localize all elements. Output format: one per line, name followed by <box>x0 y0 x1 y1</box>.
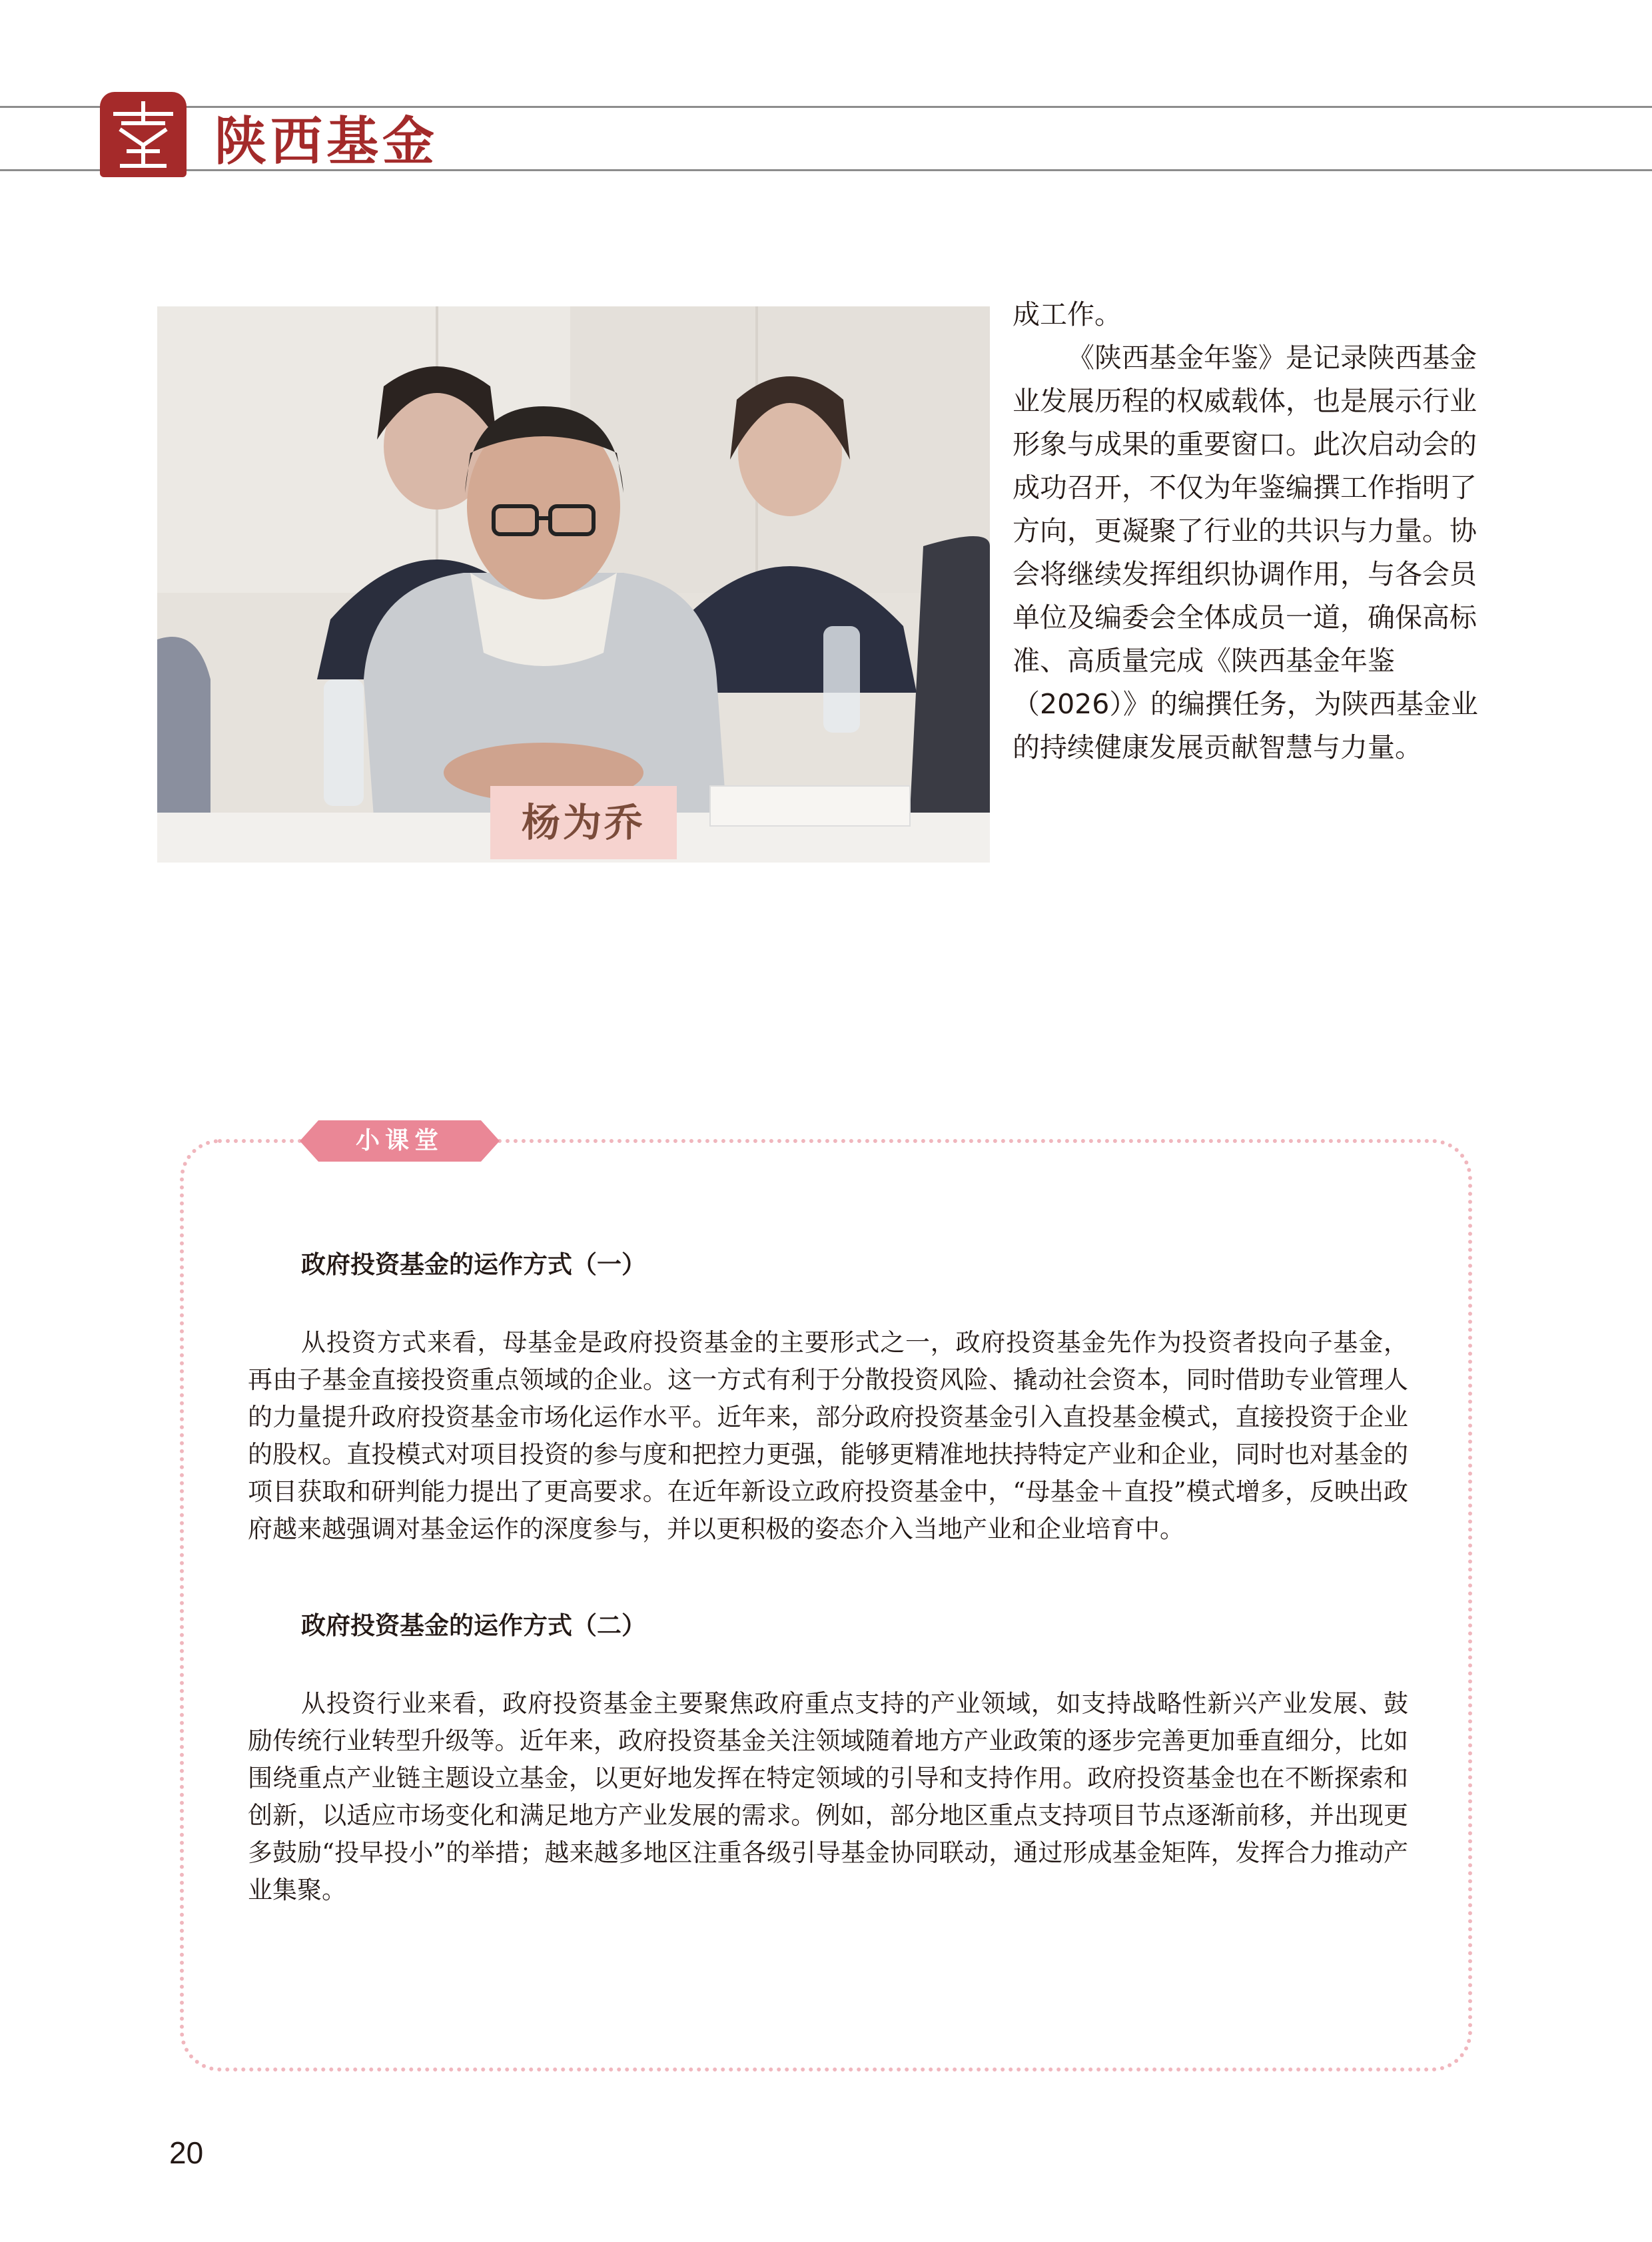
section2-body: 从投资行业来看，政府投资基金主要聚焦政府重点支持的产业领域，如支持战略性新兴产业发展、鼓励传统行业转型升级等。近年来，政府投资基金关注领域随着地方产业政策的逐步完善更加垂直细分，比如围绕重点产业链主题设立基金，以更好地发挥在特定领域的引导和支持作用。政府投资基金也在不断探索和创新，以适应市场变化和满足地方产业发展的需求。例如，部分地区重点支持项目节点逐渐前移，并出现更多鼓励“投早投小”的举措；越来越多地区注重各级引导基金协同联动，通过形成基金矩阵，发挥合力推动产业集聚。 <box>248 1689 1408 1904</box>
nameplate: 杨为乔 <box>490 786 677 859</box>
article-continuation: 成工作。 <box>1013 298 1122 330</box>
section1-title: 政府投资基金的运作方式（一） <box>301 1250 646 1279</box>
lesson-tag <box>300 1120 500 1162</box>
section2-title: 政府投资基金的运作方式（二） <box>301 1611 646 1640</box>
article-column <box>1013 293 1499 769</box>
page-number: 20 <box>169 2135 204 2170</box>
lesson-content <box>248 1246 1408 1909</box>
logo-emblem-icon <box>100 92 187 177</box>
header-title: 陕西基金 <box>214 111 439 172</box>
lesson-tag-label: 小课堂 <box>355 1127 444 1154</box>
meeting-photo <box>157 306 990 863</box>
article-paragraph: 《陕西基金年鉴》是记录陕西基金业发展历程的权威载体，也是展示行业形象与成果的重要窗口。此次启动会的成功召开，不仅为年鉴编撰工作指明了方向，更凝聚了行业的共识与力量。协会将继续发挥组织协调作用，与各会员单位及编委会全体成员一道，确保高标准、高质量完成《陕西基金年鉴（2026）》的编撰任务，为陕西基金业的持续健康发展贡献智慧与力量。 <box>1013 342 1478 763</box>
section1-body: 从投资方式来看，母基金是政府投资基金的主要形式之一，政府投资基金先作为投资者投向子基金，再由子基金直接投资重点领域的企业。这一方式有利于分散投资风险、撬动社会资本，同时借助专业管理人的力量提升政府投资基金市场化运作水平。近年来，部分政府投资基金引入直投基金模式，直接投资于企业的股权。直投模式对项目投资的参与度和把控力更强，能够更精准地扶持特定产业和企业，同时也对基金的项目获取和研判能力提出了更高要求。在近年新设立政府投资基金中，“母基金＋直投”模式增多，反映出政府越来越强调对基金运作的深度参与，并以更积极的姿态介入当地产业和企业培育中。 <box>248 1328 1408 1543</box>
header-rule-top <box>0 106 1652 108</box>
